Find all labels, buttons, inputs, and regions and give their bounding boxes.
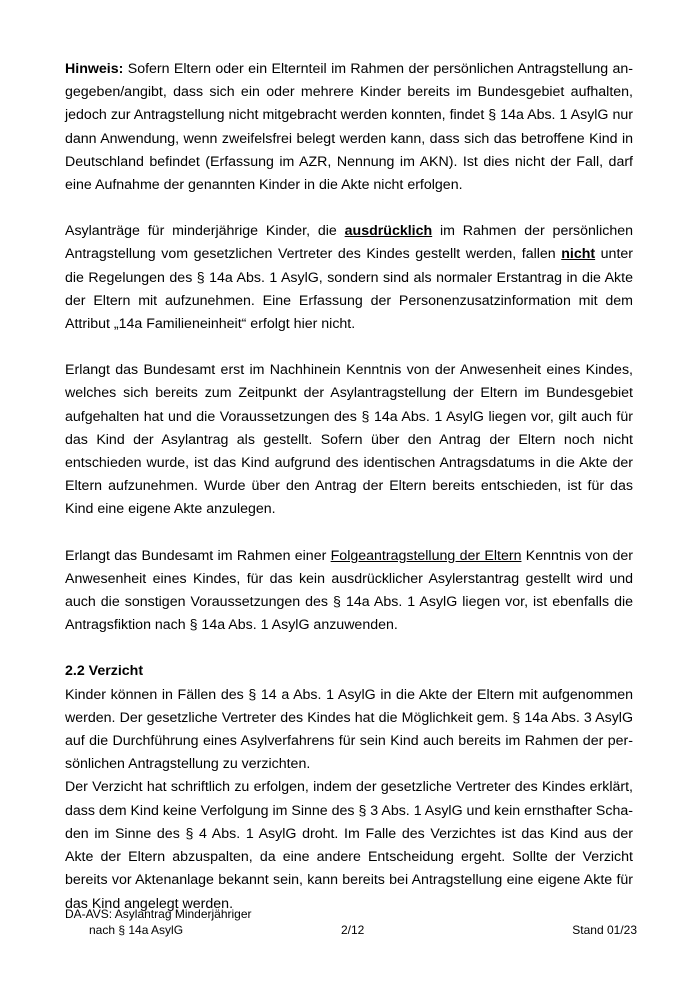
- hinweis-label: Hinweis:: [65, 61, 124, 77]
- footer-title-line2: nach § 14a AsylG: [89, 923, 184, 937]
- folgeantrag-part1: Erlangt das Bundesamt im Rahmen einer: [65, 547, 331, 564]
- footer-stand: Stand 01/23: [572, 923, 637, 937]
- paragraph-folgeantrag: [65, 545, 633, 638]
- asylantraege-part2: im Rahmen der persönlichen Antragstellung vom gesetzlichen Vertreter des Kindes gestellt werden, fallen: [65, 223, 633, 263]
- page-footer: [65, 906, 637, 946]
- folgeantrag-underlined: Folgeantragstellung der Eltern: [330, 547, 522, 564]
- asylantraege-emphasis-nicht: nicht: [561, 246, 596, 263]
- paragraph-nachhinein: Erlangt das Bundesamt erst im Nachhinein Kenntnis von der Anwesenheit eines Kindes, welches sich bereits zum Zeitpunkt der Asylantragstellung der Eltern im Bundesgebiet aufgehalten hat und die Voraussetzungen des § 14a Abs. 1 AsylG liegen vor, gilt auch für das Kind der Asylantrag als gestellt. Sofern über den Antrag der Eltern noch nicht entschieden wurde, ist das Kind aufgrund des identischen Antragsdatums in die Akte der Eltern aufzunehmen. Wurde über den Antrag der Eltern bereits entschieden, ist für das Kind eine eigene Akte anzulegen.: [65, 362, 633, 518]
- section-heading-verzicht: 2.2 Verzicht: [65, 663, 144, 680]
- asylantraege-emphasis-ausdruecklich: ausdrücklich: [344, 223, 433, 240]
- document-body: [65, 58, 633, 916]
- paragraph-verzicht-2: Der Verzicht hat schriftlich zu erfolgen, indem der gesetzliche Vertreter des Kindes erklärt, dass dem Kind keine Verfolgung im Sinne des § 3 Abs. 1 AsylG und kein ernsthafter Schaden im Sinne des § 4 Abs. 1 AsylG droht. Im Falle des Verzichtes ist das Kind aus der Akte der Eltern abzuspalten, da eine andere Entscheidung ergeht. Sollte der Verzicht bereits vor Aktenanlage bekannt sein, kann bereits bei Antragstellung eine eigene Akte für das Kind angelegt werden.: [65, 779, 633, 912]
- footer-document-title: [65, 906, 252, 938]
- asylantraege-part1: Asylanträge für minderjährige Kinder, die: [65, 223, 345, 240]
- footer-page-number: 2/12: [341, 923, 365, 937]
- paragraph-hinweis: [65, 58, 633, 197]
- asylantraege-part3: unter die Regelungen des § 14a Abs. 1 AsylG, sondern sind als normaler Erstantrag in die Akte der Eltern mit aufzunehmen. Eine Erfassung der Personenzusatzinformation mit dem Attribut „14a Familieneinheit“ erfolgt hier nicht.: [65, 246, 634, 333]
- footer-title-line1: DA-AVS: Asylantrag Minderjähriger: [65, 907, 252, 921]
- paragraph-verzicht-1: Kinder können in Fällen des § 14 a Abs. 1 AsylG in die Akte der Eltern mit aufgenommen werden. Der gesetzliche Vertreter des Kindes hat die Möglichkeit gem. § 14a Abs. 3 AsylG auf die Durchführung eines Asylverfahrens für sein Kind auch bereits im Rahmen der persönlichen Antragstellung zu verzichten.: [65, 686, 633, 773]
- hinweis-text: Sofern Eltern oder ein Elternteil im Rahmen der persönlichen Antragstellung angegeben/angibt, dass sich ein oder mehrere Kinder bereits im Bundesgebiet aufhalten, jedoch zur Antragstellung nicht mitgebracht werden konnten, findet § 14a Abs. 1 AsylG nur dann Anwendung, wenn zweifelsfrei belegt werden kann, dass sich das betroffene Kind in Deutschland befindet (Erfassung im AZR, Nennung im AKN). Ist dies nicht der Fall, darf eine Aufnahme der genannten Kinder in die Akte nicht erfolgen.: [65, 61, 633, 194]
- folgeantrag-part2: Kenntnis von der Anwesenheit eines Kindes, für das kein ausdrücklicher Asylerstantrag gestellt wird und auch die sonstigen Voraussetzungen des § 14a Abs. 1 AsylG liegen vor, ist ebenfalls die Antragsfiktion nach § 14a Abs. 1 AsylG anzuwenden.: [65, 547, 634, 634]
- paragraph-asylantraege: [65, 220, 633, 336]
